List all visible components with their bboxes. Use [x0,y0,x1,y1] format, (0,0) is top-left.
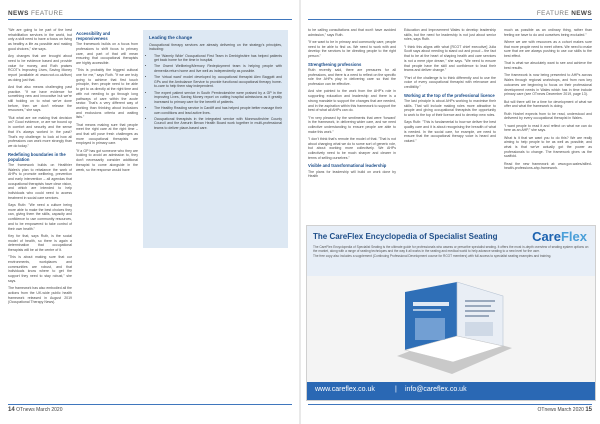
paragraph: Any changes that are brought about need to be evidence based and provide value for money, and Ruth praises RCOT's Improving Lives, Saving Money report (available at www.rcot.co.uk/ilsm) as doing just that. [8,54,72,82]
paragraph: But will there will be a time for development of what we offer and what the framework is doing. [504,99,592,109]
advert-email-link[interactable]: info@careflex.co.uk [405,386,467,393]
list-item: • The 'virtual ward' model developed by occupational therapist Alex Baggott and GPs and the Ambulance Service to provide functional occupational therapy home-to-care to help them stay independent. [154,75,282,89]
paragraph: "I want people to read it and reflect on what we can do here as an AHP," she says. [504,123,592,133]
left-section-header: NEWS FEATURE [8,10,64,17]
paragraph: That means making sure that people meet the right care at the right time – and that will pose fresh challenges as more occupational therapists are employed in primary care. [76,122,138,146]
paragraph: The last principle is about AHPs working to maximise their skills. That will include making roles more attractive to people and giving occupational therapists the opportunity to work to the top of their licence and to develop new roles. [404,98,496,117]
paragraph: Ruth Hoshel expects from to be read, understood and delivered by every occupational therapist in Wales. [504,111,592,121]
paragraph: "This is about making sure that our environments, workplaces and communities are robust, and that individuals know where to get the support they need to stay robust," she says. [8,255,72,283]
page-number: 15 [585,407,592,413]
encyclopedia-book-image [377,278,527,378]
paragraph: "I think this aligns with what [RCOT chief executive] Julia Scott says about needing to stand out and proud – the fact that to be at the heart of shaping health and care services is not a mere pipe dream," she says. "We need to ensure that people have the skill and confidence to lead their teams and deliver change." [404,44,496,73]
paragraph: "This is probably the biggest cultural one for me," says Ruth. "If we are truly going to achieve that first touch principle, then people need to be able to get to us directly at the right time and with not needing to go through long pathways of care within the acute sector. That's a very different way of working than thinking about inclusions and exclusions criteria and waiting lists." [76,68,138,120]
paragraph: Key for that, says Ruth, is the social model of health, so there is again a determination that occupational therapists will be at the centre of it. [8,233,72,252]
right-page [300,0,600,424]
paragraph: "I don't think that's remote the model of that. 'That is not about changing what we do to some sort of generic role, but about working more collectively. We AHPs collectively need to be much sharper and clearer in terms of selling ourselves." [308,136,396,160]
list-item: • Occupational therapists in the integrated service with Monmouthshire County Council and the Aneurin Bevan Health Board work together in multi-professional teams to deliver place-based care. [154,117,282,131]
paragraph: "We are going to be part of the best rehabilitation services in the world, but only a skill need to have a focus on living as healthy a life as possible and making good choices," she says. [8,28,72,51]
publication-date: OTnews March 2020 [537,407,584,413]
advert-separator: | [395,386,397,393]
paragraph: The framework builds on a focus from professions to shift focus to primary care, and part of that will mean ensuring that occupational therapists are highly accessible. [76,42,138,65]
paragraph: Ruth recently said, there are pressures for all professions, and there is a need to reflect on the specific role the AHPs play in delivering care so that the profession can be effective. [308,68,396,87]
paragraph: The plans for leadership will build on work done by Health [308,169,396,179]
paragraph: The framework is now being presented to AHPs across Wales through regional workshops, and from now key outcomes are beginning to focus on their professional development needs in Wales which has in time include primary care (see OTnews December 2019, page 13). [504,73,592,97]
left-column-1 [8,28,72,400]
advert-blurb-2: The free copy also includes a supplement (Continuing Professional Development course for RCOT members) with full access to specialist seating examples and training. [313,254,552,259]
paragraph: Says Ruth: "This is fundamental to how we deliver the best quality care and it is about recognising the breadth of what is needed. In the social care, for example, we need to ensure that the occupational therapy voice is heard and valued." [404,120,496,144]
box-list [149,54,282,131]
section-heading: Visible and transformational leadership [308,163,387,169]
paragraph: What is it that we want you to do this? We are really aiming to help people to be as well as possible, and what is that we've actually got the power as professionals to change. The framework gives us the scaffold. [504,135,592,159]
advert-blurb-1: The CareFlex Encyclopedia of Specialist Seating is the ultimate guide for professionals who assess or prescribe specialist seating. It offers the most in-depth overview of seating system options on the market, along with a range of seating techniques and the way it all works in the seating and medical world to help advance seating to a new level for the user. [313,245,589,253]
right-column-1 [308,28,396,220]
left-column-3-text [143,253,288,400]
paragraph: Education and Improvement Wales to develop leadership skills, but the need for leadership is not just about senior roles, says Ruth. [404,28,496,42]
paragraph: And she pointed to the work from the AHP's role in supporting education and leadership and there is a strong mandate to support the changes that are needed, and in the aspiration within this framework to support the best of what all AHPs can do. [308,89,396,113]
paragraph: Says Ruth: "We need a culture being more able to make the best choices they can, giving them the skills, capacity and confidence to use community resources, and to be empowered to take control of their own health." [8,203,72,231]
paragraph: The framework has also embodied all the actions from the UK-wide public health framework released in August 2019 (Occupational Therapy News). [8,286,72,305]
paragraph: "If a GP has got someone who they are looking to avoid an admission to, they don't necessarily consider additional therapist to come alongside in the week, so the response would have [76,148,138,172]
right-column-3 [504,28,592,220]
paragraph: "I'm very pleased by the sentiments that were 'forward' in the framework, in delivering wider care, and we need collective understanding to ensure people are able to make this work." [308,115,396,134]
right-column-2 [404,28,496,220]
left-top-rule [8,19,292,20]
careflex-advert [306,225,596,401]
publication-date: OTnews March 2020 [16,407,63,413]
paragraph: Read the new framework at: www.gov.wales/allied-health-professions-ahp-framework. [504,161,592,171]
section-heading: Strengthening professions [308,61,362,67]
box-intro: Occupational therapy services are already delivering on the strategy's principles, including: [149,42,282,52]
list-item: • The 'Warmly Wide' Occupational First Team in Denbighshire has helped patients get back home for the time in hospital. [154,54,282,63]
leading-the-change-box [143,30,288,248]
left-bottom-rule [8,404,292,405]
paragraph: "Part of the challenge is to think differently and to use the voice of every occupational therapist with relevance and credibility." [404,75,496,89]
advert-title: The CareFlex Encyclopedia of Specialist Seating [313,232,498,241]
paragraph: much as possible as an ordinary thing, rather than feeling we have to do and ourselves being excluded." [504,28,592,37]
right-top-rule [308,19,592,20]
section-heading: Accessibility and responsiveness [76,31,111,41]
right-footer [538,407,593,413]
paragraph: Where we are with resources as a cohort makes sure that more people need to meet others. We need to make sure that we are always pushing to use our skills to the best effect. [504,40,592,59]
careflex-logo: CareFlex [532,229,587,244]
paragraph: That is what we absolutely want to see and achieve the best results. [504,61,592,71]
list-item: • The expert patient service in South Pembrokeshire were praised by a GP in the improving Lives, Saving Money report on cutting hospital admissions as it greatly increased to primary care for the benefit of patients. [154,91,282,105]
paragraph: The framework builds on Healthier Wales's plan to rebalance the work of AHPs to promote wellbeing, prevention and early intervention – all agendas that occupational therapists have clear vision, and which are intended to help individuals who could need to access treatment in social care services. [8,162,72,200]
paragraph: And that also means challenging past practice. "If we have evidence for something new and innovative but we're still holding on to what we've done before, then we don't release the resources," she says. [8,84,72,113]
box-title: Leading the change [149,35,193,40]
right-section-header: FEATURE NEWS [536,10,592,17]
left-footer [8,407,63,413]
paragraph: "If we want to be in primary and community care, people need to be able to find us. We need to work with and develop the services to be directing people to the right person." [308,40,396,59]
left-column-2-text [76,28,138,400]
section-heading: Working at the top of the professional licence [404,92,495,98]
advert-website-link[interactable]: www.careflex.co.uk [315,386,375,393]
list-item: • The Healthy Reading service in Cardiff and has helped people better manage their own conditions and lead active lives. [154,106,282,115]
paragraph: to be calling consultations and that won't have avoided admission," says Ruth. [308,28,396,37]
right-bottom-rule [308,404,592,405]
list-item: • The Gwent Wellbeing/Memory Redeployment team is helping people with dementia return home and live well as independently as possible. [154,64,282,73]
section-heading: Redefining boundaries in the population [8,151,66,162]
paragraph: "But what are we making that decision on? Good evidence, or are we bound up in comfort and security and the sense that it's always worked in the past? That's my challenge: to look at how all professions can work more strongly than we do today." [8,115,72,148]
advert-blurb [313,245,589,259]
page-number: 14 [8,407,15,413]
